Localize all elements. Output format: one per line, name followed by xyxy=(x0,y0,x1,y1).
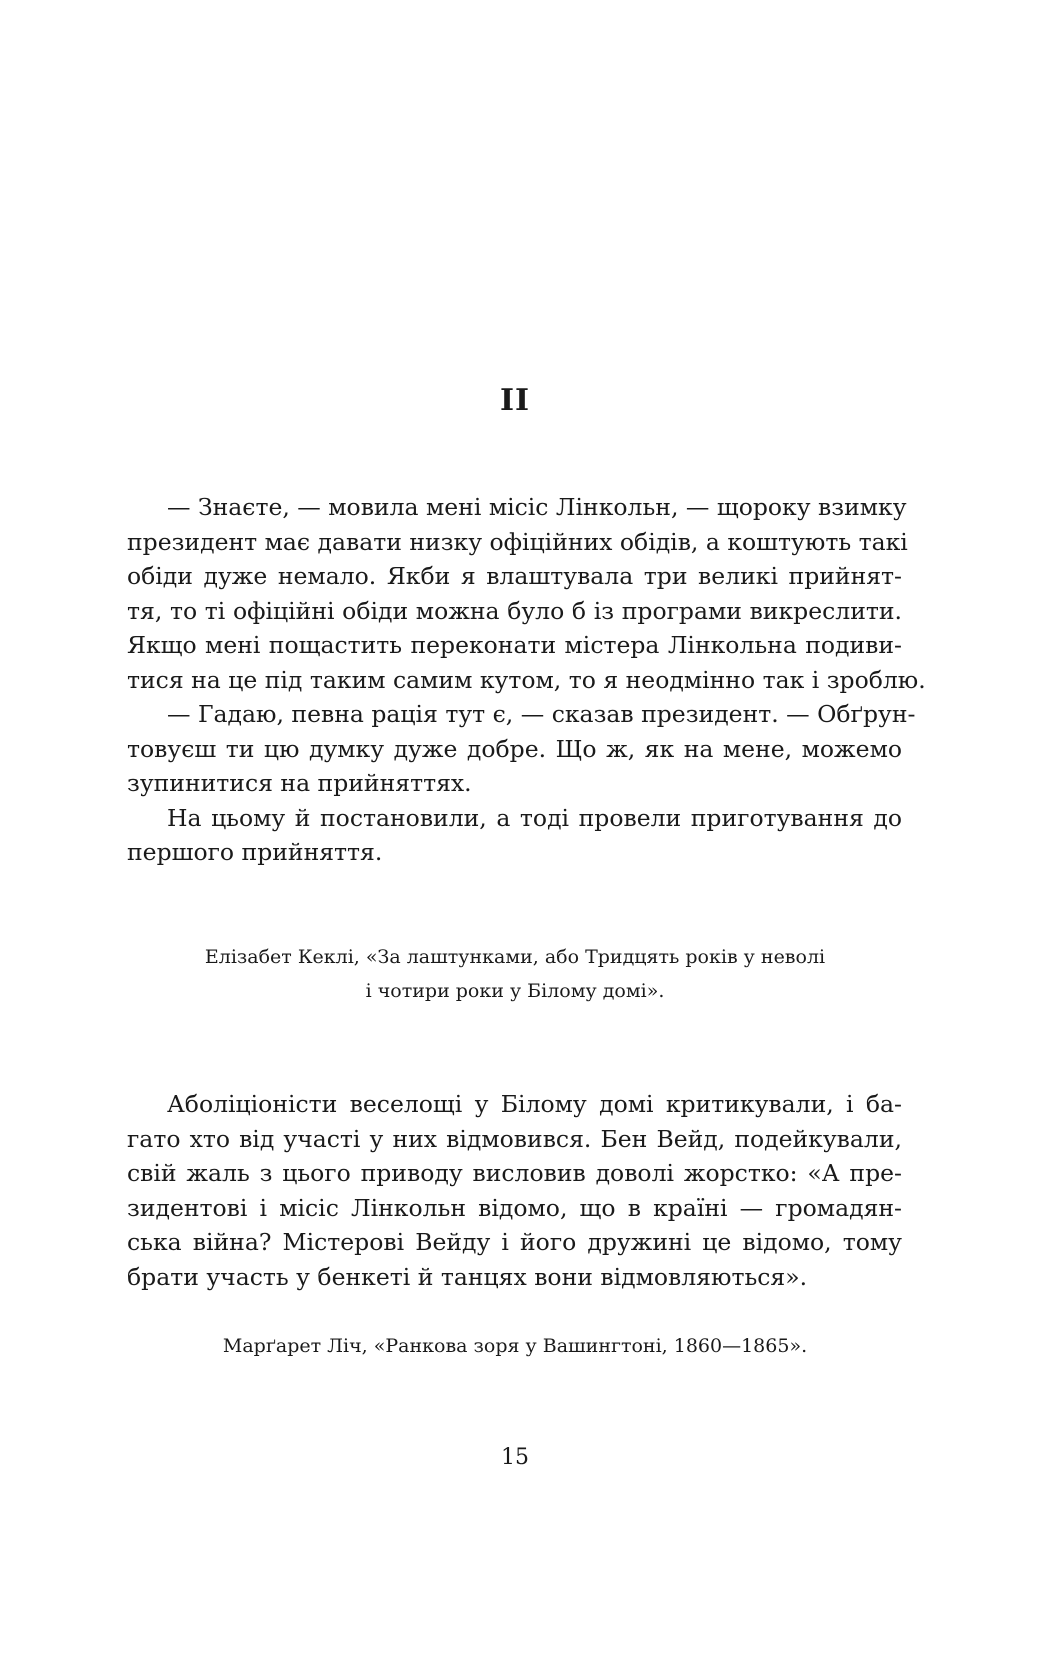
text-line: Якщо мені пощастить переконати містера Лінкольна подиви- xyxy=(127,631,902,659)
text-line: ська війна? Містерові Вейду і його дружині це відомо, тому xyxy=(127,1228,902,1256)
text-line: тися на це під таким самим кутом, то я неодмінно так і зроблю. xyxy=(127,665,926,694)
attribution-line: і чотири роки у Білому домі». xyxy=(365,980,665,1002)
text-line: тя, то ті офіційні обіди можна було б із програми викреслити. xyxy=(127,596,902,625)
paragraph-3 xyxy=(127,801,902,870)
passage-2 xyxy=(127,1087,902,1294)
text-line: свій жаль з цього приводу висловив доволі жорстко: «А пре- xyxy=(127,1159,902,1187)
text-line: На цьому й постановили, а тоді провели приготування до xyxy=(167,803,902,832)
attribution-line: Елізабет Кеклі, «За лаштунками, або Тридцять років у неволі xyxy=(204,946,826,968)
paragraph-4 xyxy=(127,1087,902,1294)
text-line: першого прийняття. xyxy=(127,838,383,866)
paragraph-1 xyxy=(127,490,926,697)
paragraph-2 xyxy=(127,697,916,801)
text-line: Аболіціоністи веселощі у Білому домі критикували, і ба- xyxy=(167,1090,902,1118)
text-line: товуєш ти цю думку дуже добре. Що ж, як на мене, можемо xyxy=(127,734,902,763)
attribution-1 xyxy=(0,940,1030,1008)
text-line: — Гадаю, певна рація тут є, — сказав президент. — Обґрун- xyxy=(167,700,916,728)
text-line: гато хто від участі у них відмовився. Бен Вейд, подейкували, xyxy=(127,1124,902,1153)
attribution-2: Марґарет Ліч, «Ранкова зоря у Вашингтоні, 1860—1865». xyxy=(222,1335,808,1357)
text-line: президент має давати низку офіційних обідів, а коштують такі xyxy=(127,527,908,556)
text-line: брати участь у бенкеті й танцях вони відмовляються». xyxy=(127,1262,808,1291)
text-line: обіди дуже немало. Якби я влаштувала три великі прийнят- xyxy=(127,562,902,590)
page-number: 15 xyxy=(501,1445,529,1470)
text-line: зупинитися на прийняттях. xyxy=(127,769,472,797)
passage-1 xyxy=(127,490,926,870)
chapter-number: II xyxy=(499,383,531,418)
text-line: — Знаєте, — мовила мені місіс Лінкольн, — щороку взимку xyxy=(167,493,907,521)
text-line: зидентові і місіс Лінкольн відомо, що в країні — громадян- xyxy=(127,1193,902,1222)
